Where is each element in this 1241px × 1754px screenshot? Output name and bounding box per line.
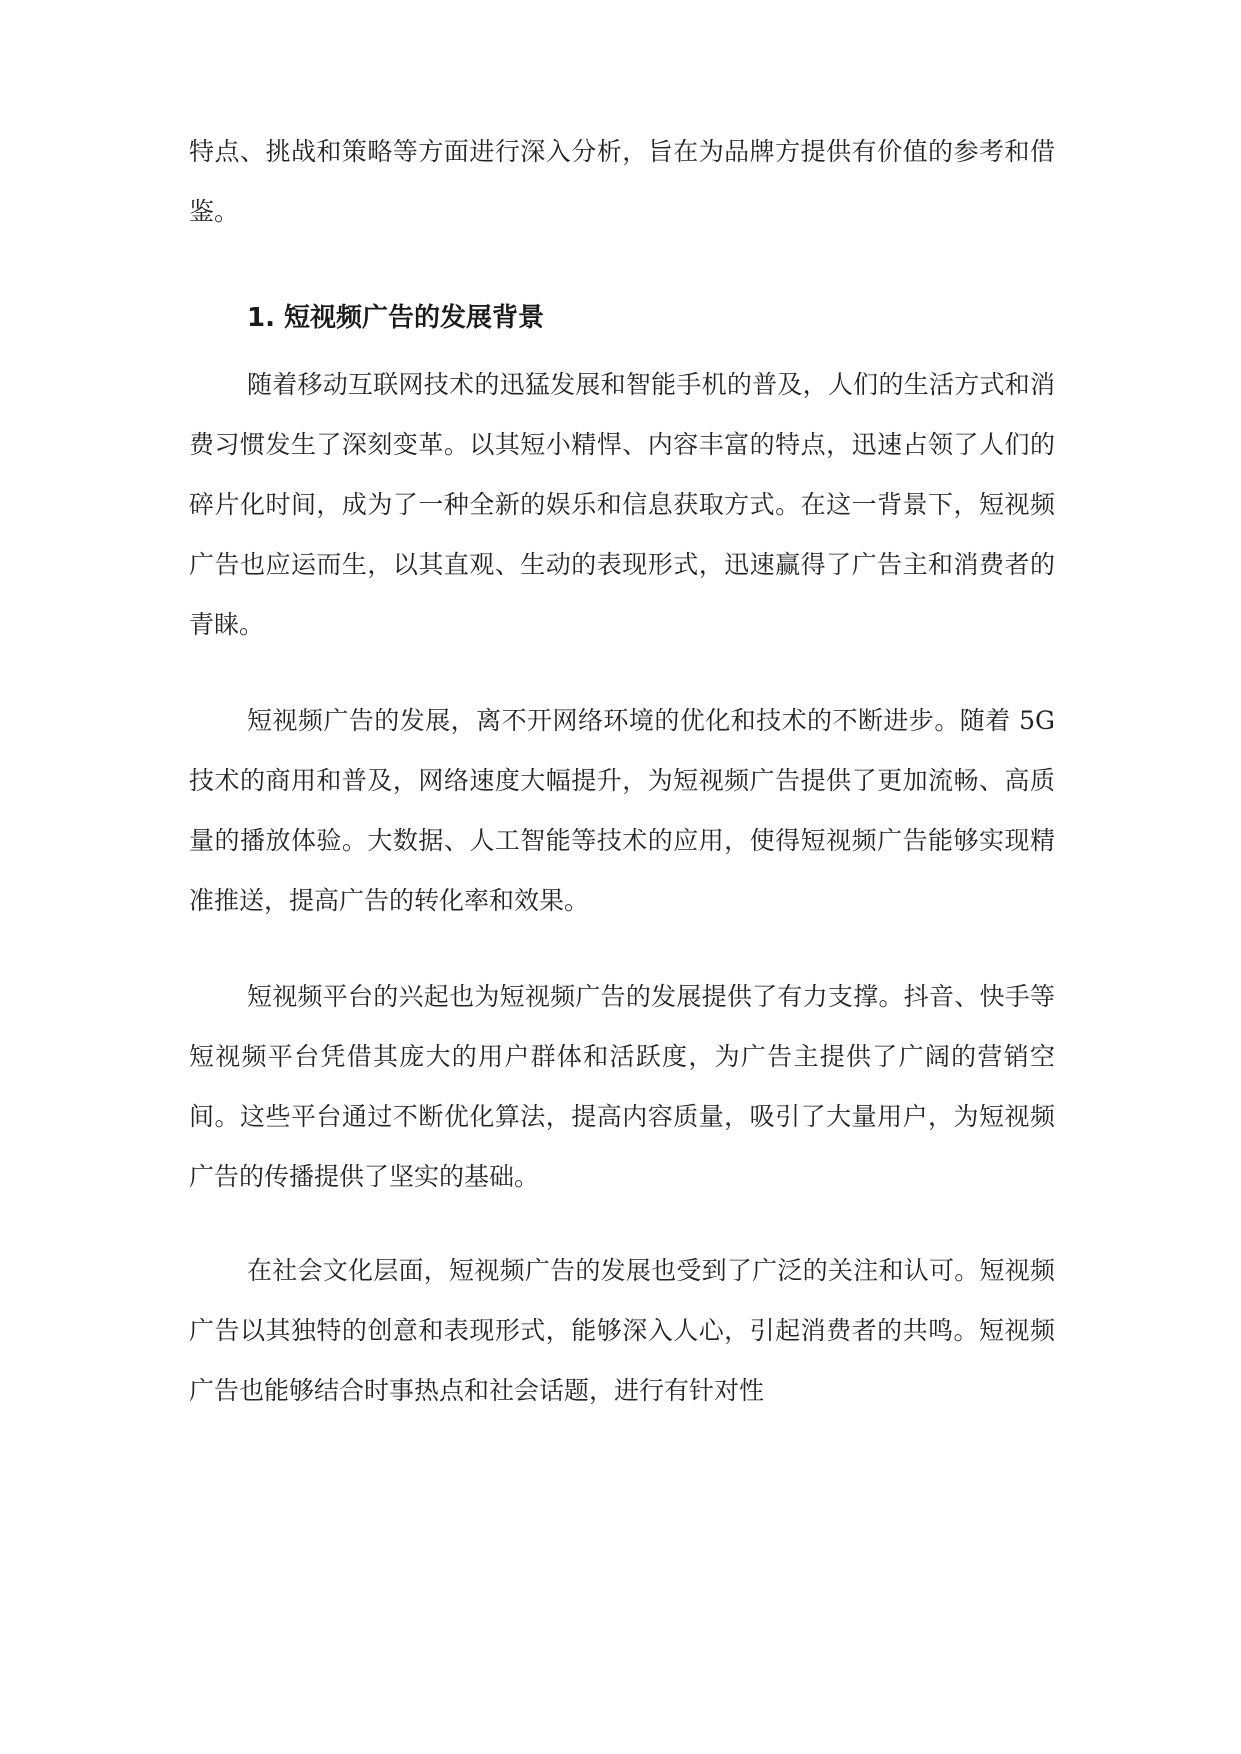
body-paragraph: 随着移动互联网技术的迅猛发展和智能手机的普及，人们的生活方式和消费习惯发生了深刻变革。以其短小精悍、内容丰富的特点，迅速占领了人们的碎片化时间，成为了一种全新的娱乐和信息获取方式。在这一背景下，短视频广告也应运而生，以其直观、生动的表现形式，迅速赢得了广告主和消费者的青睐。: [189, 370, 1055, 639]
body-paragraph-2-block: [189, 691, 1055, 931]
section-heading-block: [189, 288, 1055, 348]
body-paragraph-3-block: [189, 967, 1055, 1207]
body-paragraph: 短视频广告的发展，离不开网络环境的优化和技术的不断进步。随着 5G 技术的商用和普及，网络速度大幅提升，为短视频广告提供了更加流畅、高质量的播放体验。大数据、人工智能等技术的应用，使得短视频广告能够实现精准推送，提高广告的转化率和效果。: [189, 706, 1055, 915]
body-paragraph-4-block: [189, 1241, 1055, 1421]
intro-continuation-paragraph: 特点、挑战和策略等方面进行深入分析，旨在为品牌方提供有价值的参考和借鉴。: [189, 137, 1055, 226]
section-heading: 1. 短视频广告的发展背景: [247, 303, 545, 333]
body-paragraph: 短视频平台的兴起也为短视频广告的发展提供了有力支撑。抖音、快手等短视频平台凭借其庞大的用户群体和活跃度，为广告主提供了广阔的营销空间。这些平台通过不断优化算法，提高内容质量，吸引了大量用户，为短视频广告的传播提供了坚实的基础。: [189, 982, 1055, 1191]
body-paragraph: 在社会文化层面，短视频广告的发展也受到了广泛的关注和认可。短视频广告以其独特的创意和表现形式，能够深入人心，引起消费者的共鸣。短视频广告也能够结合时事热点和社会话题，进行有针对性: [189, 1256, 1055, 1405]
intro-block: [189, 122, 1055, 242]
body-paragraph-1-block: [189, 355, 1055, 655]
